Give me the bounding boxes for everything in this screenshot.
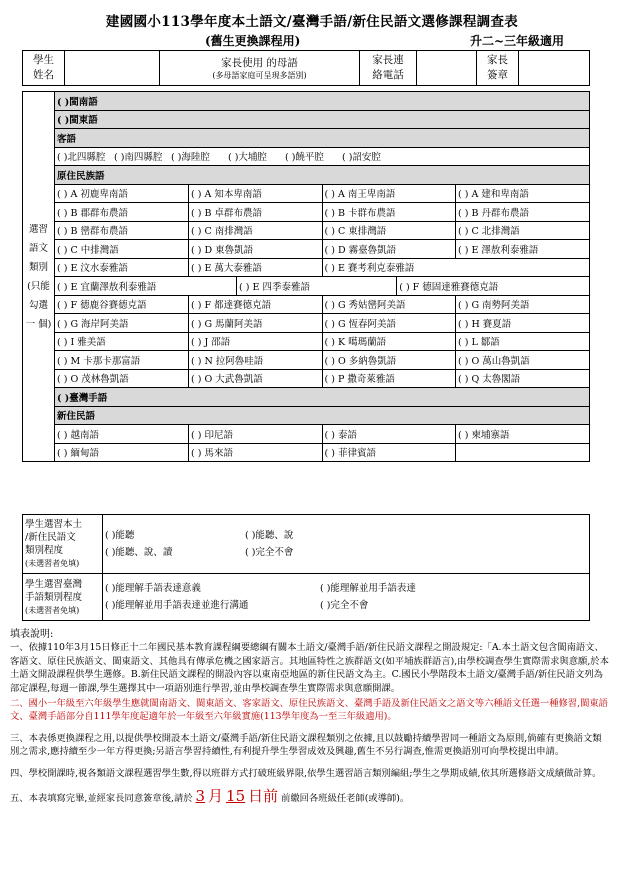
hakka-option[interactable]: ( )饒平腔 — [285, 152, 324, 164]
newres-heading: 新住民語 — [55, 406, 590, 425]
indig-row — [55, 333, 589, 351]
level-option[interactable]: ( )能聽、說 — [245, 530, 294, 541]
indig-option[interactable]: ( ) B 丹群布農語 — [458, 207, 529, 219]
indig-row — [55, 370, 589, 388]
indig-option[interactable]: ( ) A 知本卑南語 — [189, 185, 323, 203]
indig-option[interactable]: ( ) E 汶水泰雅語 — [55, 259, 189, 277]
grade-label: 升二~三年級適用 — [470, 34, 565, 48]
sign-level-label-cell — [23, 574, 103, 621]
option-minnan[interactable]: ( )閩南語 — [55, 92, 590, 111]
selection-left-label: 選習 語文 類別 (只能 勾選一 個) — [23, 92, 55, 462]
indigenous-heading: 原住民族語 — [55, 166, 590, 185]
newres-row — [55, 444, 589, 462]
indig-option[interactable]: ( ) G 馬蘭阿美語 — [189, 314, 323, 332]
note-5-pre: 五、本表填寫完畢,並經家長同意簽章後,請於 — [10, 793, 193, 805]
indig-option[interactable]: ( ) A 南王卑南語 — [322, 185, 456, 203]
note-1: 一、依據110年3月15日修正十二年國民基本教育課程綱要總綱有關本土語文/臺灣手語/新住民語文課程之開設規定:「A.本土語文包含閩南語文、客語文、原住民族語文、閩東語文、其他具有傳承危機之國家語言。其地區特性之族群語文(如平埔族群語言),由學校調查學生實際需求與意願,於本土語文開設課程供學生選修。B.新住民語文課程的開設內容以東南亞地區的新住民語文為主。C.國民小學階段本土語文/臺灣手語/新住民語文列為部定課程,每週一節課,學生選擇其中一項語別進行學習,並由學校調查學生實際需求與意願開課。 — [10, 642, 609, 694]
newres-option[interactable]: ( ) 馬來語 — [189, 444, 323, 462]
sign-level-option[interactable]: ( )能理解手語表達意義 — [105, 583, 201, 594]
level-option[interactable]: ( )能聽 — [105, 530, 135, 541]
newres-option[interactable]: ( ) 印尼語 — [189, 425, 323, 443]
level-option[interactable]: ( )能聽、說、讀 — [105, 547, 173, 558]
indig-row — [55, 314, 589, 332]
notes-heading: 填表說明: — [10, 629, 54, 640]
form-subtitle: (舊生更換課程用) — [205, 34, 301, 48]
indig-option[interactable]: ( ) C 南排灣語 — [189, 222, 323, 240]
hakka-option[interactable]: ( )詔安腔 — [342, 152, 381, 164]
option-tsl[interactable]: ( )臺灣手語 — [55, 388, 590, 407]
indig-option[interactable]: ( ) A 建和卑南語 — [458, 189, 529, 201]
hakka-option[interactable]: ( )海陸腔 — [171, 152, 210, 164]
indig-option[interactable]: ( ) F 德鹿谷賽德克語 — [55, 296, 189, 314]
indig-option[interactable]: ( ) D 東魯凱語 — [189, 240, 323, 258]
sign-level-option[interactable]: ( )能理解並用手語表達並進行溝通 — [105, 600, 249, 611]
sign-level-option[interactable]: ( )完全不會 — [320, 600, 369, 611]
student-name-label: 學生 姓名 — [23, 51, 65, 86]
level-options — [103, 515, 590, 574]
due-month: 3 — [195, 787, 206, 806]
hakka-options-row — [55, 147, 590, 166]
sign-field[interactable] — [519, 51, 590, 86]
indig-option[interactable]: ( ) P 撒奇萊雅語 — [322, 370, 456, 388]
option-mindong[interactable]: ( )閩東語 — [55, 110, 590, 129]
newres-row — [55, 425, 589, 443]
indig-option[interactable]: ( ) G 南勢阿美語 — [458, 300, 530, 312]
info-table — [22, 50, 590, 86]
sign-level-option[interactable]: ( )能理解並用手語表達 — [320, 583, 416, 594]
home-lang-cell — [160, 51, 360, 86]
indig-option[interactable]: ( ) B 卡群布農語 — [322, 203, 456, 221]
note-4: 四、學校開課時,視各類語文課程選習學生數,得以班群方式打破班級界限,依學生選習語言類別編組;學生之學期成績,依其所選修語文成績做計算。 — [10, 767, 602, 779]
home-lang-note: (多母語家庭可呈現多語別) — [212, 71, 307, 80]
level-note: (未選習者免填) — [25, 559, 80, 568]
indig-row — [55, 259, 589, 277]
sign-label: 家長 簽章 — [477, 51, 519, 86]
indig-option[interactable]: ( ) Q 太魯閣語 — [458, 374, 521, 386]
level-label: 學生選習本土 /新住民語文 類別程度 — [25, 519, 83, 556]
phone-field[interactable] — [417, 51, 477, 86]
indig-row — [55, 185, 589, 203]
indig-option[interactable]: ( ) I 雅美語 — [55, 333, 189, 351]
indig-option[interactable]: ( ) G 海岸阿美語 — [55, 314, 189, 332]
newres-option[interactable]: ( ) 柬埔寨語 — [458, 429, 510, 441]
indig-option[interactable]: ( ) F 都達賽德克語 — [189, 296, 323, 314]
indig-option[interactable]: ( ) M 卡那卡那富語 — [55, 351, 189, 369]
indig-option[interactable]: ( ) G 秀姑巒阿美語 — [322, 296, 456, 314]
indig-option[interactable]: ( ) E 萬大泰雅語 — [189, 259, 323, 277]
indig-row — [55, 203, 589, 221]
hakka-option[interactable]: ( )北四縣腔 — [57, 152, 106, 164]
indig-option[interactable]: ( ) C 東排灣語 — [322, 222, 456, 240]
indig-option[interactable]: ( ) O 萬山魯凱語 — [458, 355, 530, 367]
newres-option[interactable]: ( ) 越南語 — [55, 425, 189, 443]
hakka-option[interactable]: ( )大埔腔 — [228, 152, 267, 164]
instructions — [10, 628, 610, 805]
indig-option[interactable]: ( ) K 噶瑪蘭語 — [322, 333, 456, 351]
page-title: 建國國小113學年度本土語文/臺灣手語/新住民語文選修課程調查表 — [105, 14, 519, 30]
hakka-option[interactable]: ( )南四縣腔 — [114, 152, 163, 164]
indig-row — [55, 240, 589, 258]
sign-level-options — [103, 574, 590, 621]
level-label-cell — [23, 515, 103, 574]
student-name-field[interactable] — [65, 51, 160, 86]
indig-row — [55, 277, 589, 295]
note-2: 二、國小一年級至六年級學生應就閩南語文、閩東語文、客家語文、原住民族語文、臺灣手語及新住民語文之語文等六種語文任選一種修習,閩東語文、臺灣手語部分自111學年度起適年於一年級至六年級實施(113學年度為一至三年級適用)。 — [10, 698, 608, 723]
indig-option[interactable]: ( ) C 北排灣語 — [458, 226, 520, 238]
indig-option[interactable]: ( ) B 巒群布農語 — [55, 222, 189, 240]
indig-option[interactable]: ( ) O 多納魯凱語 — [322, 351, 456, 369]
indig-option[interactable]: ( ) B 郡群布農語 — [55, 203, 189, 221]
language-selection-table — [22, 91, 590, 462]
indig-option[interactable]: ( ) G 恆春阿美語 — [322, 314, 456, 332]
indig-row — [55, 351, 589, 369]
indig-option[interactable]: ( ) N 拉阿魯哇語 — [189, 351, 323, 369]
indig-row — [55, 222, 589, 240]
note-5-post: 前繳回各班級任老師(或導師)。 — [281, 793, 410, 805]
newres-option — [456, 444, 590, 462]
sign-level-note: (未選習者免填) — [25, 605, 80, 615]
indig-option[interactable]: ( ) E 四季泰雅語 — [237, 277, 397, 295]
indig-row — [55, 296, 589, 314]
hakka-heading: 客語 — [55, 129, 590, 148]
indig-option[interactable]: ( ) E 賽考利克泰雅語 — [324, 263, 415, 275]
indig-option[interactable]: ( ) C 中排灣語 — [55, 240, 189, 258]
due-month-unit: 月 — [208, 787, 224, 806]
sign-level-label: 學生選習臺灣 手語類別程度 — [25, 578, 83, 603]
newres-option[interactable]: ( ) 泰語 — [322, 425, 456, 443]
note-5 — [10, 787, 610, 806]
indig-option[interactable]: ( ) O 茂林魯凱語 — [55, 370, 189, 388]
indig-option[interactable]: ( ) A 初鹿卑南語 — [55, 185, 189, 203]
newres-option[interactable]: ( ) 緬甸語 — [55, 444, 189, 462]
indig-option[interactable]: ( ) O 大武魯凱語 — [189, 370, 323, 388]
home-lang-label: 家長使用 的母語 — [221, 57, 298, 69]
indig-option[interactable]: ( ) L 鄒語 — [458, 337, 500, 349]
indig-option[interactable]: ( ) B 卓群布農語 — [189, 203, 323, 221]
indig-option[interactable]: ( ) E 宜蘭澤敖利泰雅語 — [55, 277, 237, 295]
due-day: 15 — [226, 787, 246, 806]
newres-option[interactable]: ( ) 菲律賓語 — [322, 444, 456, 462]
level-table — [22, 514, 590, 621]
level-option[interactable]: ( )完全不會 — [245, 547, 294, 558]
indig-option[interactable]: ( ) H 賽夏語 — [458, 318, 512, 330]
note-3: 三、本表係更換課程之用,以提供學校開設本土語文/臺灣手語/新住民語文課程類別之依據,且以鼓勵持續學習同一種語文為原則,倘確有更換語文類別之需求,應持續至少一年方得更換;另語言學習持續性,有利提升學生學習成效及興趣,舊生不另行調查,惟需更換語別可向學校提出申請。 — [10, 732, 602, 758]
indig-option[interactable]: ( ) F 德固達雅賽德克語 — [399, 281, 499, 293]
indig-option[interactable]: ( ) J 邵語 — [189, 333, 323, 351]
indig-option[interactable]: ( ) E 澤敖利泰雅語 — [458, 244, 539, 256]
indig-option[interactable]: ( ) D 霧臺魯凱語 — [322, 240, 456, 258]
phone-label: 家長連 絡電話 — [360, 51, 417, 86]
due-day-unit: 日前 — [248, 787, 279, 806]
